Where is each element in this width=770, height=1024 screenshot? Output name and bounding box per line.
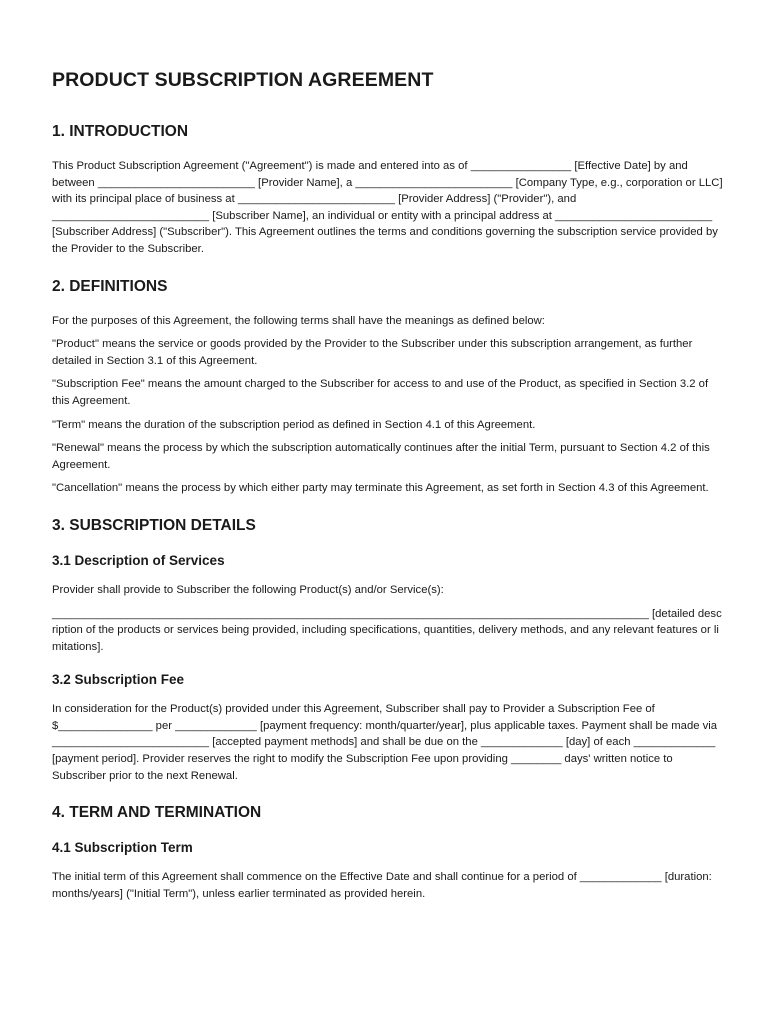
services-blank: _______________________________________________________________________________________________ [detailed description of the products or services being provided, including specifications, quantities, delivery methods, and any relevant features or limitations]. [52,607,722,653]
definition-renewal: "Renewal" means the process by which the subscription automatically continues after the initial Term, pursuant to Section 4.2 of this Agreement. [52,442,713,471]
section-heading: 4. TERM AND TERMINATION [52,804,262,822]
subsection-heading: 3.2 Subscription Fee [52,672,185,688]
definition-term: "Term" means the duration of the subscription period as defined in Section 4.1 of this Agreement. [52,418,536,431]
fee-paragraph: In consideration for the Product(s) provided under this Agreement, Subscriber shall pay to Provider a Subscription Fee of $_______________ per _____________ [payment frequency: month/quarter/year], plus applicable taxes. Payment shall be made via _________________________ [accepted payment methods] and shall be due on the _____________ [day] of each _____________ [payment period]. Provider reserves the right to modify the Subscription Fee upon providing ________ days' written notice to Subscriber prior to the next Renewal. [52,703,721,782]
document-body [52,66,724,909]
section-term-termination [52,803,724,902]
definitions-lead: For the purposes of this Agreement, the following terms shall have the meanings as defined below: [52,314,545,327]
section-heading: 2. DEFINITIONS [52,277,168,295]
subsection-heading: 4.1 Subscription Term [52,840,193,856]
subsection-heading: 3.1 Description of Services [52,552,225,568]
section-introduction [52,122,724,258]
section-heading: 1. INTRODUCTION [52,123,189,140]
section-subscription-details [52,516,724,784]
intro-paragraph: This Product Subscription Agreement ("Agreement") is made and entered into as of ________________ [Effective Date] by and between _________________________ [Provider Name], a _________________________ [Company Type, e.g., corporation or LLC] with its principal place of business at _________________________ [Provider Address] ("Provider"), and _________________________ [Subscriber Name], an individual or entity with a principal address at _________________________ [Subscriber Address] ("Subscriber"). This Agreement outlines the terms and conditions governing the subscription service provided by the Provider to the Subscriber. [52,160,726,255]
services-lead: Provider shall provide to Subscriber the following Product(s) and/or Service(s): [52,583,444,596]
definition-subscription-fee: "Subscription Fee" means the amount charged to the Subscriber for access to and use of the Product, as specified in Section 3.2 of this Agreement. [52,378,712,407]
section-heading: 3. SUBSCRIPTION DETAILS [52,516,256,534]
document-title: PRODUCT SUBSCRIPTION AGREEMENT [52,69,434,91]
term-paragraph: The initial term of this Agreement shall commence on the Effective Date and shall continue for a period of _____________ [duration: months/years] ("Initial Term"), unless earlier terminated as provided herein. [52,871,715,900]
definition-cancellation: "Cancellation" means the process by which either party may terminate this Agreement, as set forth in Section 4.3 of this Agreement. [52,482,709,495]
section-definitions [52,277,724,497]
definition-product: "Product" means the service or goods provided by the Provider to the Subscriber under this subscription arrangement, as further detailed in Section 3.1 of this Agreement. [52,338,696,367]
